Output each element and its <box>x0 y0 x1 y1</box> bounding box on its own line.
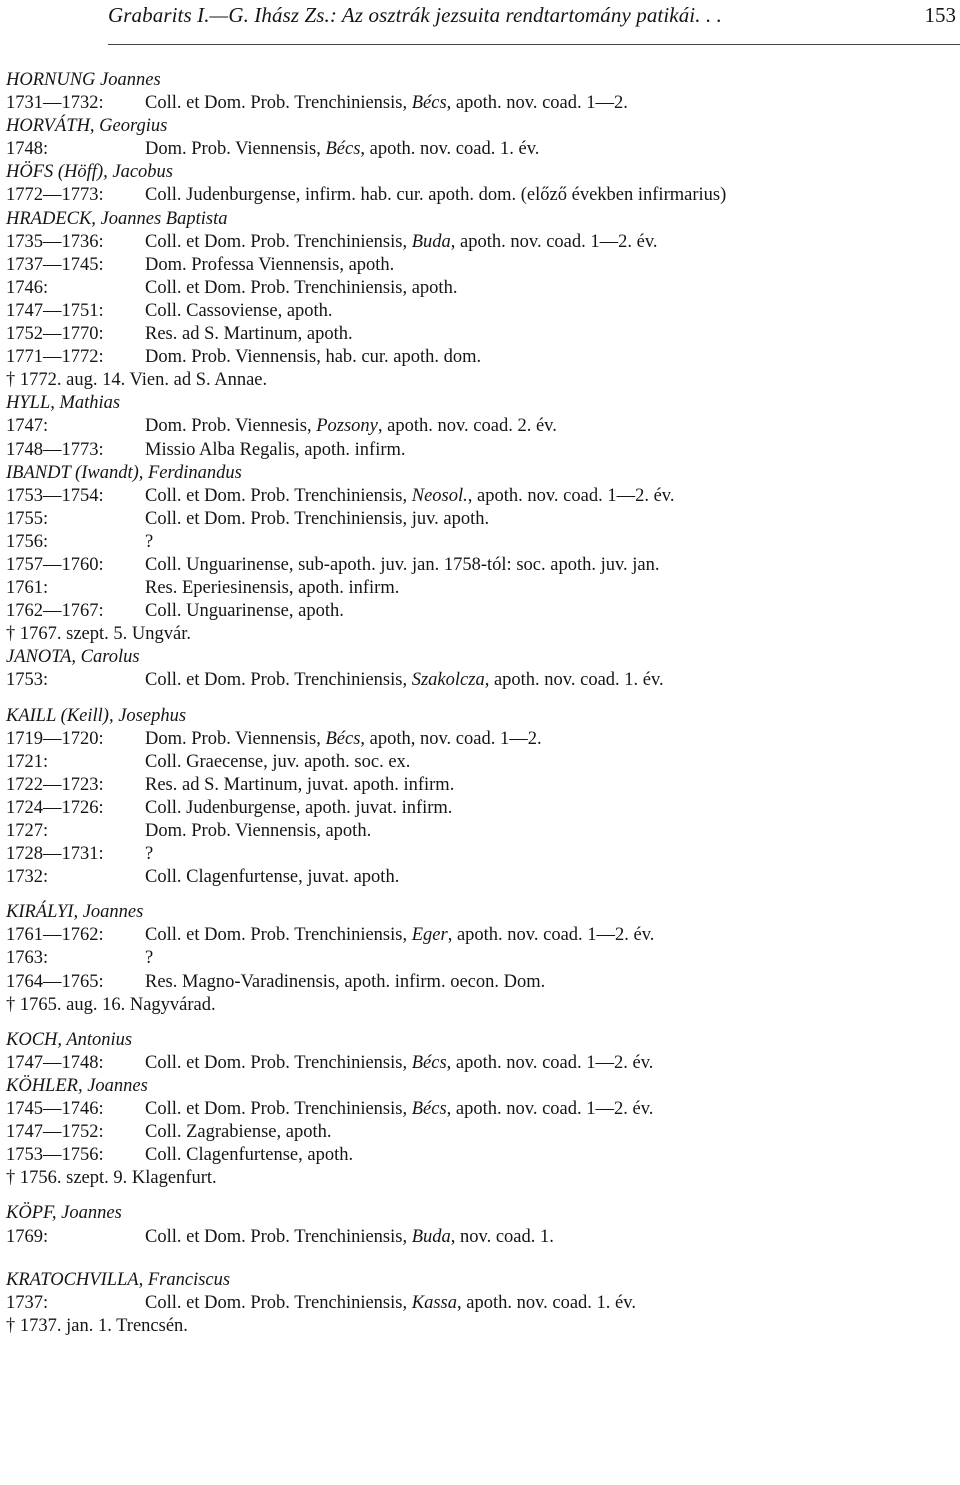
place-name: Eger <box>411 925 448 946</box>
assignment-text: Coll. Zagrabiense, apoth. <box>145 1122 332 1143</box>
assignment-text-rest: , apoth. nov. coad. 2. év. <box>377 416 557 437</box>
assignment-details <box>145 416 557 436</box>
assignment-years: 1735—1736: <box>6 231 104 252</box>
assignment-text: Coll. Unguarinense, apoth. <box>145 601 344 622</box>
assignment-row <box>6 231 956 254</box>
place-name: Kassa <box>411 1292 457 1313</box>
assignment-text-rest: , apoth. nov. coad. 1—2. év. <box>447 925 655 946</box>
assignment-row <box>6 184 956 207</box>
assignment-row <box>6 554 956 577</box>
assignment-text-rest: , apoth. nov. coad. 1. év. <box>484 670 664 691</box>
assignment-text-rest: , nov. coad. 1. <box>450 1226 554 1247</box>
person-entry <box>6 161 956 207</box>
assignment-years: 1737: <box>6 1292 49 1313</box>
assignment-row <box>6 1292 956 1315</box>
assignment-details <box>145 185 726 205</box>
assignment-row <box>6 1052 956 1075</box>
death-record <box>6 623 956 646</box>
person-name: IBANDT (Iwandt), Ferdinandus <box>6 462 242 483</box>
assignment-details <box>145 1053 653 1073</box>
assignment-years: 1772—1773: <box>6 185 104 206</box>
person-name: HORVÁTH, Georgius <box>6 116 168 137</box>
assignment-years: 1763: <box>6 948 49 969</box>
assignment-row <box>6 774 956 797</box>
place-name: Bécs <box>411 1052 447 1073</box>
assignment-details <box>145 255 394 275</box>
assignment-text: Coll. Cassoviense, apoth. <box>145 300 333 321</box>
person-entry <box>6 1075 956 1190</box>
assignment-years: 1761: <box>6 578 49 599</box>
person-name: KRATOCHVILLA, Franciscus <box>6 1269 231 1290</box>
person-name: HRADECK, Joannes Baptista <box>6 208 228 229</box>
assignment-years: 1732: <box>6 867 49 888</box>
assignment-text: Dom. Prob. Viennesis, <box>145 416 317 437</box>
assignment-text: Coll. Graecense, juv. apoth. soc. ex. <box>145 751 411 772</box>
assignment-text: Dom. Prob. Viennensis, <box>145 139 326 160</box>
person-entry <box>6 705 956 890</box>
assignment-years: 1721: <box>6 751 49 772</box>
assignment-text-rest: , apoth. nov. coad. 1—2. év. <box>446 1099 654 1120</box>
person-entry <box>6 1269 956 1338</box>
assignment-details <box>145 844 153 864</box>
person-entry <box>6 69 956 115</box>
assignment-details <box>145 509 489 529</box>
assignment-details <box>145 1227 554 1247</box>
person-entry <box>6 115 956 161</box>
assignment-years: 1764—1765: <box>6 971 104 992</box>
assignment-years: 1753: <box>6 670 49 691</box>
assignment-years: 1752—1770: <box>6 324 104 345</box>
person-name: KIRÁLYI, Joannes <box>6 902 144 923</box>
assignment-text: Coll. Unguarinense, sub-apoth. juv. jan. 1758-tól: soc. apoth. juv. jan. <box>145 554 660 575</box>
person-name: KAILL (Keill), Josephus <box>6 705 187 726</box>
death-text: † 1772. aug. 14. Vien. ad S. Annae. <box>6 370 268 391</box>
person-entry <box>6 901 956 1016</box>
assignment-details <box>145 347 481 367</box>
assignment-text: ? <box>145 948 154 969</box>
page-number: 153 <box>924 3 956 27</box>
assignment-row <box>6 924 956 947</box>
assignment-text-rest: , apoth. nov. coad. 1—2. év. <box>450 231 658 252</box>
assignment-text: Res. ad S. Martinum, apoth. <box>145 324 353 345</box>
assignment-row <box>6 508 956 531</box>
assignment-text: Coll. et Dom. Prob. Trenchiniensis, apoth. <box>145 277 458 298</box>
assignment-details <box>145 1122 332 1142</box>
place-name: Pozsony <box>316 416 378 437</box>
place-name: Buda <box>411 1226 451 1247</box>
place-name: Bécs <box>325 728 361 749</box>
assignment-details <box>145 729 542 749</box>
assignment-row <box>6 728 956 751</box>
assignment-years: 1747—1751: <box>6 300 104 321</box>
assignment-row <box>6 300 956 323</box>
person-name: KÖPF, Joannes <box>6 1203 122 1224</box>
assignment-text: Coll. et Dom. Prob. Trenchiniensis, <box>145 925 412 946</box>
assignment-row <box>6 1226 956 1249</box>
assignment-row <box>6 820 956 843</box>
death-text: † 1765. aug. 16. Nagyvárad. <box>6 994 216 1015</box>
assignment-details <box>145 775 454 795</box>
assignment-row <box>6 1121 956 1144</box>
assignment-details <box>145 972 545 992</box>
assignment-text: Dom. Prob. Viennensis, <box>145 728 326 749</box>
assignment-row <box>6 254 956 277</box>
assignment-details <box>145 601 344 621</box>
assignment-details <box>145 948 153 968</box>
assignment-years: 1756: <box>6 531 49 552</box>
assignment-details <box>145 139 539 159</box>
assignment-row <box>6 947 956 970</box>
assignment-row <box>6 797 956 820</box>
assignment-text: Dom. Professa Viennensis, apoth. <box>145 254 395 275</box>
person-entry <box>6 1029 956 1075</box>
person-entry <box>6 208 956 393</box>
assignment-years: 1747—1748: <box>6 1052 104 1073</box>
assignment-text: Coll. Judenburgense, apoth. juvat. infirm. <box>145 797 453 818</box>
person-entry <box>6 462 956 647</box>
person-name: JANOTA, Carolus <box>6 647 140 668</box>
assignment-years: 1748—1773: <box>6 439 104 460</box>
assignment-row <box>6 577 956 600</box>
assignment-text: Coll. et Dom. Prob. Trenchiniensis, <box>145 1052 412 1073</box>
assignment-row <box>6 669 956 692</box>
assignment-details <box>145 1145 353 1165</box>
assignment-years: 1746: <box>6 277 49 298</box>
person-name: KOCH, Antonius <box>6 1029 133 1050</box>
assignment-details <box>145 867 399 887</box>
assignment-years: 1762—1767: <box>6 601 104 622</box>
assignment-row <box>6 751 956 774</box>
assignment-years: 1753—1756: <box>6 1145 104 1166</box>
assignment-text: Res. Eperiesinensis, apoth. infirm. <box>145 578 400 599</box>
assignment-years: 1747: <box>6 416 49 437</box>
assignment-text: Coll. Clagenfurtense, apoth. <box>145 1145 354 1166</box>
death-text: † 1737. jan. 1. Trencsén. <box>6 1315 188 1336</box>
assignment-years: 1737—1745: <box>6 254 104 275</box>
assignment-details <box>145 670 664 690</box>
assignment-details <box>145 440 406 460</box>
assignment-row <box>6 1098 956 1121</box>
death-record <box>6 994 956 1017</box>
running-header <box>108 0 960 45</box>
assignment-row <box>6 92 956 115</box>
person-name: HORNUNG Joannes <box>6 70 161 90</box>
assignment-details <box>145 324 353 344</box>
person-entry <box>6 646 956 692</box>
assignment-years: 1748: <box>6 139 49 160</box>
assignment-text: Res. Magno-Varadinensis, apoth. infirm. oecon. Dom. <box>145 971 546 992</box>
assignment-years: 1771—1772: <box>6 347 104 368</box>
assignment-details <box>145 532 153 552</box>
assignment-years: 1745—1746: <box>6 1099 104 1120</box>
running-title: Grabarits I.—G. Ihász Zs.: Az osztrák jezsuita rendtartomány patikái. . . <box>108 3 722 27</box>
assignment-row <box>6 138 956 161</box>
assignment-years: 1719—1720: <box>6 728 104 749</box>
assignment-details <box>145 486 674 506</box>
assignment-row <box>6 346 956 369</box>
assignment-row <box>6 866 956 889</box>
assignment-years: 1757—1760: <box>6 554 104 575</box>
assignment-years: 1753—1754: <box>6 485 104 506</box>
assignment-details <box>145 555 660 575</box>
assignment-row <box>6 971 956 994</box>
assignment-text: Coll. et Dom. Prob. Trenchiniensis, juv. apoth. <box>145 508 490 529</box>
assignment-text: Coll. et Dom. Prob. Trenchiniensis, <box>145 1099 412 1120</box>
assignment-years: 1727: <box>6 821 49 841</box>
assignment-text: Coll. et Dom. Prob. Trenchiniensis, <box>145 1292 412 1313</box>
assignment-details <box>145 821 371 841</box>
assignment-text-rest: , apoth. nov. coad. 1. év. <box>456 1292 636 1313</box>
assignment-details <box>145 578 399 598</box>
assignment-row <box>6 323 956 346</box>
assignment-text: Coll. et Dom. Prob. Trenchiniensis, <box>145 670 412 691</box>
person-entry <box>6 1202 956 1248</box>
assignment-text: ? <box>145 844 154 865</box>
assignment-row <box>6 1144 956 1167</box>
death-text: † 1756. szept. 9. Klagenfurt. <box>6 1168 217 1189</box>
assignment-text: Coll. et Dom. Prob. Trenchiniensis, <box>145 93 412 114</box>
assignment-details <box>145 1293 636 1313</box>
assignment-row <box>6 277 956 300</box>
assignment-text: Missio Alba Regalis, apoth. infirm. <box>145 439 406 460</box>
assignment-text: Dom. Prob. Viennensis, hab. cur. apoth. dom. <box>145 347 482 368</box>
assignment-years: 1755: <box>6 508 49 529</box>
assignment-text: Coll. et Dom. Prob. Trenchiniensis, <box>145 231 412 252</box>
person-name: HÖFS (Höff), Jacobus <box>6 162 173 183</box>
assignment-text: Coll. Clagenfurtense, juvat. apoth. <box>145 867 400 888</box>
assignment-details <box>145 798 452 818</box>
assignment-text: Coll. Judenburgense, infirm. hab. cur. apoth. dom. (előző években infirmarius) <box>145 185 727 206</box>
assignment-text: Coll. et Dom. Prob. Trenchiniensis, <box>145 1226 412 1247</box>
assignment-details <box>145 925 654 945</box>
death-record <box>6 1167 956 1190</box>
place-name: Neosol. <box>411 485 468 506</box>
assignment-details <box>145 752 410 772</box>
assignment-years: 1761—1762: <box>6 925 104 946</box>
assignment-row <box>6 600 956 623</box>
place-name: Bécs <box>325 139 361 160</box>
place-name: Bécs <box>411 1099 447 1120</box>
assignment-row <box>6 439 956 462</box>
assignment-row <box>6 843 956 866</box>
death-record <box>6 369 956 392</box>
person-name: KÖHLER, Joannes <box>6 1075 148 1096</box>
death-text: † 1767. szept. 5. Ungvár. <box>6 624 191 645</box>
assignment-years: 1731—1732: <box>6 93 104 114</box>
assignment-years: 1728—1731: <box>6 844 104 865</box>
place-name: Szakolcza <box>411 670 485 691</box>
assignment-row <box>6 531 956 554</box>
place-name: Bécs <box>411 93 447 114</box>
assignment-text-rest: , apoth, nov. coad. 1—2. <box>360 728 542 749</box>
assignment-details <box>145 1099 653 1119</box>
death-record <box>6 1315 956 1338</box>
person-entry <box>6 392 956 461</box>
assignment-years: 1722—1723: <box>6 774 104 795</box>
assignment-years: 1769: <box>6 1226 49 1247</box>
assignment-row <box>6 415 956 438</box>
assignment-text: Res. ad S. Martinum, juvat. apoth. infirm. <box>145 774 455 795</box>
assignment-text-rest: , apoth. nov. coad. 1—2. év. <box>446 1052 654 1073</box>
assignment-years: 1724—1726: <box>6 797 104 818</box>
assignment-text: Dom. Prob. Viennensis, apoth. <box>145 821 372 841</box>
assignment-text-rest: , apoth. nov. coad. 1—2. <box>446 93 628 114</box>
entry-list <box>6 69 956 1338</box>
assignment-text: ? <box>145 531 154 552</box>
person-name: HYLL, Mathias <box>6 393 121 414</box>
assignment-details <box>145 93 628 113</box>
assignment-text: Coll. et Dom. Prob. Trenchiniensis, <box>145 485 412 506</box>
assignment-details <box>145 278 457 298</box>
place-name: Buda <box>411 231 451 252</box>
assignment-text-rest: , apoth. nov. coad. 1. év. <box>360 139 540 160</box>
assignment-text-rest: , apoth. nov. coad. 1—2. év. <box>467 485 675 506</box>
assignment-details <box>145 232 658 252</box>
assignment-years: 1747—1752: <box>6 1122 104 1143</box>
assignment-details <box>145 301 333 321</box>
assignment-row <box>6 485 956 508</box>
